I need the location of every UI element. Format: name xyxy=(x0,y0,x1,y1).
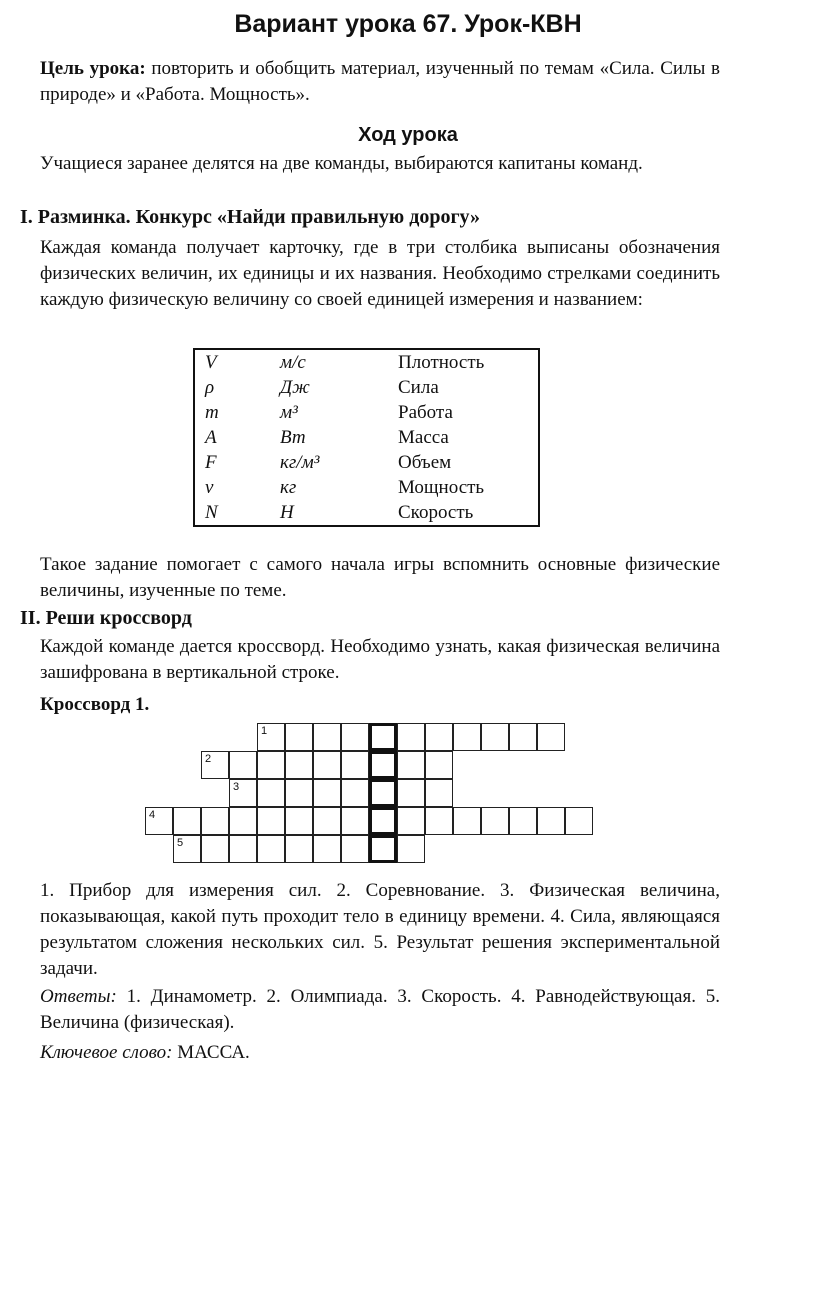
crossword-clues: 1. Прибор для измерения сил. 2. Соревнование. 3. Физическая величина, показывающая, какой путь проходит тело в единицу времени. 4. Сила, являющаяся результатом сложения нескольких сил. 5. Результат решения экспериментальной задачи. xyxy=(40,880,720,979)
quantity-symbol: N xyxy=(205,501,218,523)
quantities-table xyxy=(193,348,540,527)
quantity-symbol: v xyxy=(205,476,214,498)
crossword-cell[interactable] xyxy=(341,779,369,807)
crossword-number: 4 xyxy=(149,809,156,821)
crossword-cell[interactable] xyxy=(201,835,229,863)
crossword-cell[interactable] xyxy=(229,779,257,807)
page-title: Вариант урока 67. Урок-КВН xyxy=(234,10,582,38)
crossword-cell[interactable] xyxy=(201,807,229,835)
crossword-cell[interactable] xyxy=(397,779,425,807)
crossword-cell[interactable] xyxy=(425,807,453,835)
crossword-cell[interactable] xyxy=(173,835,201,863)
course-heading: Ход урока xyxy=(358,124,458,146)
crossword-cell[interactable] xyxy=(257,751,285,779)
answers xyxy=(40,984,720,1036)
quantity-unit: Н xyxy=(280,501,294,523)
crossword-cell[interactable] xyxy=(397,835,425,863)
crossword-key-cell[interactable] xyxy=(369,835,397,863)
quantity-symbol: ρ xyxy=(205,376,215,398)
crossword-number: 3 xyxy=(233,781,240,793)
crossword-cell[interactable] xyxy=(537,807,565,835)
quantity-unit: кг xyxy=(280,476,297,498)
crossword-cell[interactable] xyxy=(425,751,453,779)
section2-text: Каждой команде дается кроссворд. Необходимо узнать, какая физическая величина зашифрована в вертикальной строке. xyxy=(40,636,720,683)
section1-heading: I. Разминка. Конкурс «Найди правильную дорогу» xyxy=(20,206,481,228)
crossword-cell[interactable] xyxy=(285,835,313,863)
crossword-cell[interactable] xyxy=(257,779,285,807)
crossword-cell[interactable] xyxy=(313,835,341,863)
goal-label: Цель урока: xyxy=(40,58,146,79)
crossword-cell[interactable] xyxy=(229,807,257,835)
crossword-cell[interactable] xyxy=(313,751,341,779)
crossword-cell[interactable] xyxy=(229,835,257,863)
crossword-cell[interactable] xyxy=(285,751,313,779)
keyword-text: МАССА. xyxy=(172,1042,250,1063)
quantity-symbol: A xyxy=(205,426,217,448)
crossword-cell[interactable] xyxy=(537,723,565,751)
quantity-name: Масса xyxy=(398,426,449,448)
crossword-key-cell[interactable] xyxy=(369,751,397,779)
crossword-cell[interactable] xyxy=(257,723,285,751)
crossword-cell[interactable] xyxy=(285,807,313,835)
quantity-name: Объем xyxy=(398,451,452,473)
quantity-symbol: F xyxy=(205,451,217,473)
lesson-goal xyxy=(40,56,720,108)
crossword-number: 2 xyxy=(205,753,212,765)
keyword-label: Ключевое слово: xyxy=(40,1042,173,1063)
crossword-cell[interactable] xyxy=(145,807,173,835)
crossword-cell[interactable] xyxy=(313,779,341,807)
answers-text: 1. Динамометр. 2. Олимпиада. 3. Скорость. 4. Равнодействующая. 5. Величина (физическая). xyxy=(40,986,720,1033)
table-row xyxy=(194,425,539,450)
table-row xyxy=(194,500,539,526)
quantity-unit: кг/м³ xyxy=(280,451,320,473)
table-row xyxy=(194,375,539,400)
table-row xyxy=(194,349,539,375)
crossword-cell[interactable] xyxy=(229,751,257,779)
quantity-name: Мощность xyxy=(398,476,485,498)
crossword-cell[interactable] xyxy=(509,723,537,751)
crossword-key-cell[interactable] xyxy=(369,807,397,835)
crossword-cell[interactable] xyxy=(453,807,481,835)
quantity-name: Работа xyxy=(398,401,453,423)
crossword-cell[interactable] xyxy=(285,779,313,807)
quantity-name: Плотность xyxy=(398,351,485,373)
crossword-cell[interactable] xyxy=(397,807,425,835)
crossword-cell[interactable] xyxy=(509,807,537,835)
crossword-cell[interactable] xyxy=(313,807,341,835)
section1-after-text: Такое задание помогает с самого начала игры вспомнить основные физические величины, изученные по теме. xyxy=(40,554,720,601)
crossword-key-cell[interactable] xyxy=(369,723,397,751)
table-row xyxy=(194,400,539,425)
section1-text: Каждая команда получает карточку, где в три столбика выписаны обозначения физических величин, их единицы и их названия. Необходимо стрелками соединить каждую физическую величину со своей единицей измерения и названием: xyxy=(40,237,720,310)
crossword-cell[interactable] xyxy=(341,835,369,863)
crossword-cell[interactable] xyxy=(341,807,369,835)
keyword xyxy=(40,1040,720,1066)
quantity-name: Сила xyxy=(398,376,439,398)
crossword-cell[interactable] xyxy=(173,807,201,835)
crossword-cell[interactable] xyxy=(257,835,285,863)
crossword-cell[interactable] xyxy=(397,723,425,751)
table-row xyxy=(194,475,539,500)
quantity-symbol: V xyxy=(205,351,217,373)
quantity-unit: Вт xyxy=(280,426,306,448)
crossword-cell[interactable] xyxy=(453,723,481,751)
crossword-cell[interactable] xyxy=(257,807,285,835)
quantity-symbol: m xyxy=(205,401,219,423)
quantity-unit: м³ xyxy=(280,401,298,423)
crossword-number: 1 xyxy=(261,725,268,737)
crossword-cell[interactable] xyxy=(285,723,313,751)
section2-heading: II. Реши кроссворд xyxy=(20,607,192,629)
intro-text: Учащиеся заранее делятся на две команды, выбираются капитаны команд. xyxy=(40,153,643,174)
crossword-label: Кроссворд 1. xyxy=(40,694,150,715)
answers-label: Ответы: xyxy=(40,986,117,1007)
crossword-cell[interactable] xyxy=(565,807,593,835)
crossword-cell[interactable] xyxy=(397,751,425,779)
crossword-key-cell[interactable] xyxy=(369,779,397,807)
quantity-unit: м/с xyxy=(280,351,306,373)
crossword-cell[interactable] xyxy=(481,723,509,751)
crossword-number: 5 xyxy=(177,837,184,849)
crossword-cell[interactable] xyxy=(425,723,453,751)
table-row xyxy=(194,450,539,475)
crossword-cell[interactable] xyxy=(313,723,341,751)
crossword-cell[interactable] xyxy=(341,751,369,779)
quantity-unit: Дж xyxy=(280,376,310,398)
crossword-cell[interactable] xyxy=(341,723,369,751)
crossword-cell[interactable] xyxy=(201,751,229,779)
crossword-cell[interactable] xyxy=(481,807,509,835)
quantity-name: Скорость xyxy=(398,501,474,523)
crossword-cell[interactable] xyxy=(425,779,453,807)
goal-text: повторить и обобщить материал, изученный по темам «Сила. Силы в природе» и «Работа. Мощность». xyxy=(40,58,720,105)
